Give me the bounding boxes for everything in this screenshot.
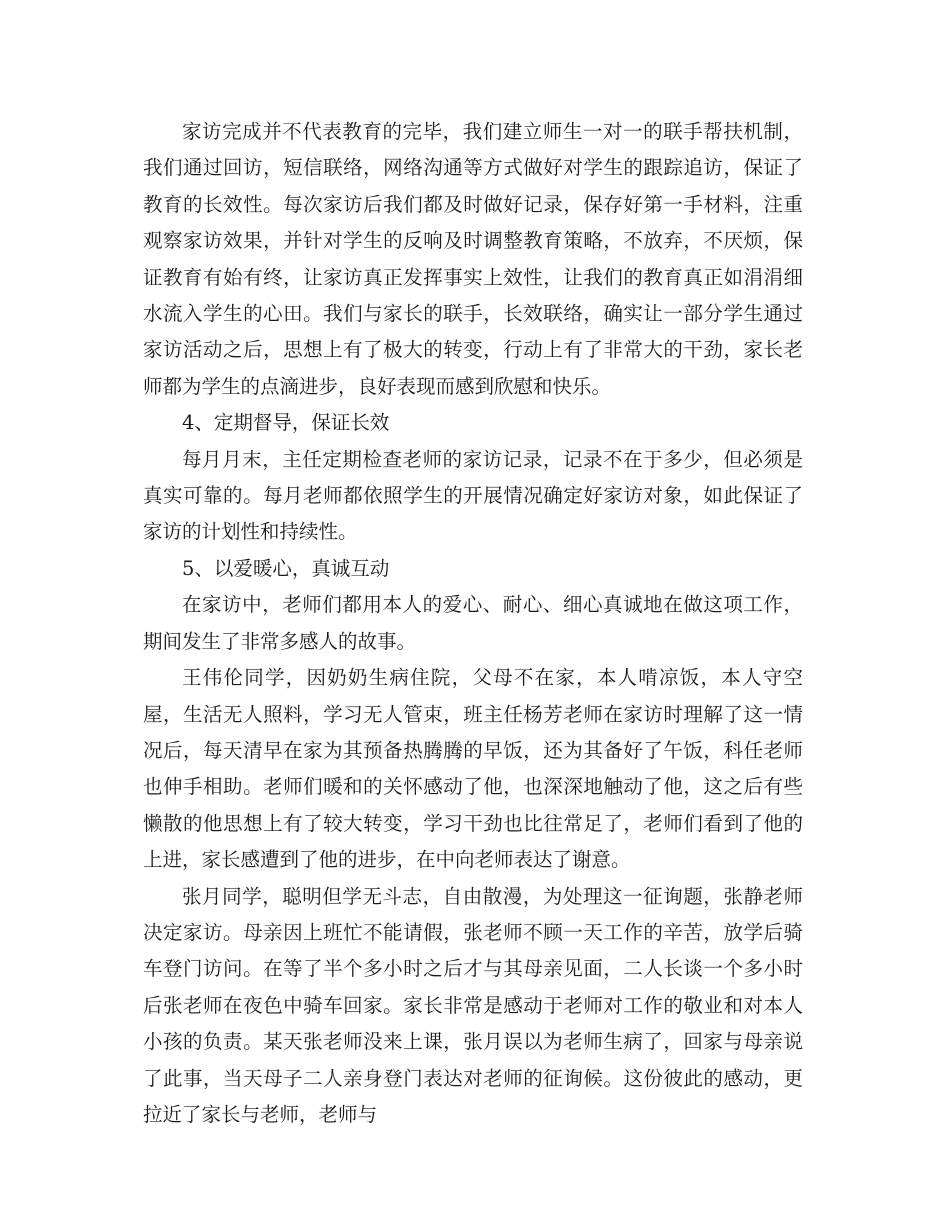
paragraph-wang-weilun-story: 王伟伦同学，因奶奶生病住院，父母不在家，本人啃凉饭，本人守空屋，生活无人照料，学习无人管束，班主任杨芳老师在家访时理解了这一情况后，每天清早在家为其预备热腾腾的早饭，还为其备好了午饭，科任老师也伸手相助。老师们暖和的关怀感动了他，也深深地触动了他，这之后有些懒散的他思想上有了较大转变，学习干劲也比往常足了，老师们看到了他的上进，家长感遭到了他的进步，在中向老师表达了谢意。 <box>143 666 803 872</box>
paragraph-home-visit-followup: 家访完成并不代表教育的完毕，我们建立师生一对一的联手帮扶机制，我们通过回访，短信联络，网络沟通等方式做好对学生的跟踪追访，保证了教育的长效性。每次家访后我们都及时做好记录，保存好第一手材料，注重观察家访效果，并针对学生的反响及时调整教育策略，不放弃，不厌烦，保证教育有始有终，让家访真正发挥事实上效性，让我们的教育真正如涓涓细水流入学生的心田。我们与家长的联手，长效联络，确实让一部分学生通过家访活动之后，思想上有了极大的转变，行动上有了非常大的干劲，家长老师都为学生的点滴进步，良好表现而感到欣慰和快乐。 <box>143 120 803 398</box>
paragraph-zhang-yue-story: 张月同学，聪明但学无斗志，自由散漫，为处理这一征询题，张静老师决定家访。母亲因上班忙不能请假，张老师不顾一天工作的辛苦，放学后骑车登门访问。在等了半个多小时之后才与其母亲见面，二人长谈一个多小时后张老师在夜色中骑车回家。家长非常是感动于老师对工作的敬业和对本人小孩的负责。某天张老师没来上课，张月误以为老师生病了，回家与母亲说了此事，当天母子二人亲身登门表达对老师的征询候。这份彼此的感动，更拉近了家长与老师，老师与 <box>143 884 803 1126</box>
paragraph-teachers-care: 在家访中，老师们都用本人的爱心、耐心、细心真诚地在做这项工作，期间发生了非常多感人的故事。 <box>143 593 803 653</box>
heading-warm-hearts: 5、以爱暖心，真诚互动 <box>182 556 390 580</box>
heading-regular-supervision: 4、定期督导，保证长效 <box>182 411 390 435</box>
paragraph-monthly-check: 每月月末，主任定期检查老师的家访记录，记录不在于多少，但必须是真实可靠的。每月老师都依照学生的开展情况确定好家访对象，如此保证了家访的计划性和持续性。 <box>143 447 803 544</box>
document-body <box>143 114 803 1133</box>
